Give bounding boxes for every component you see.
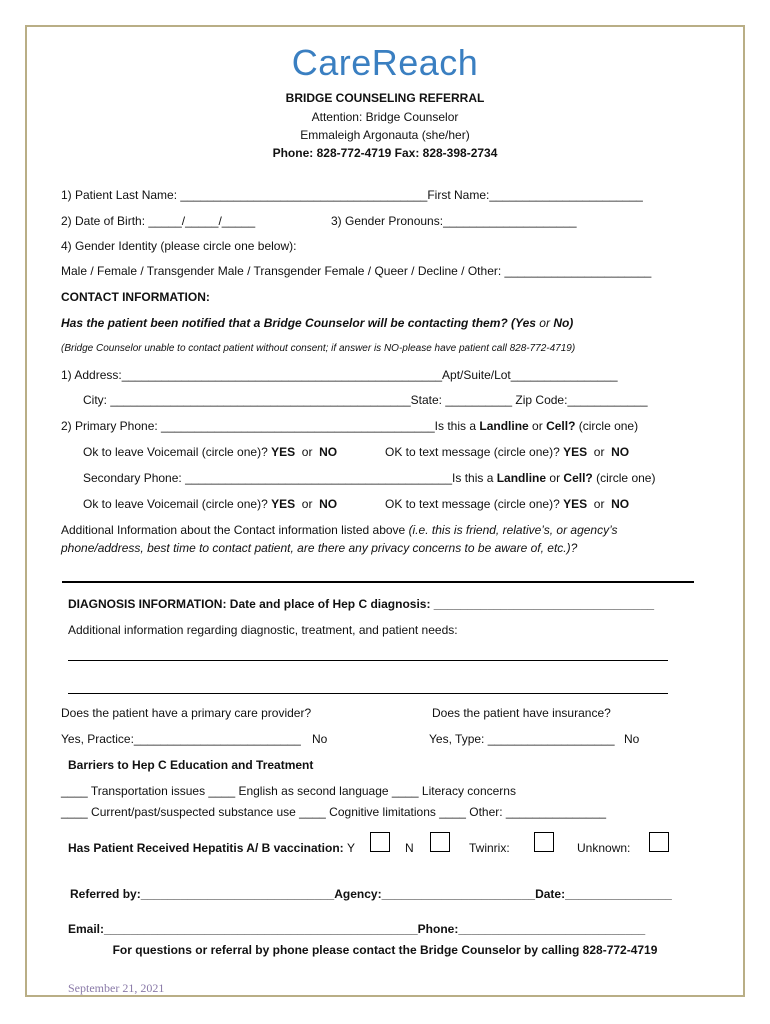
barriers-heading: Barriers to Hep C Education and Treatment (68, 758, 314, 772)
twinrix-checkbox[interactable] (534, 832, 554, 852)
contact-heading: CONTACT INFORMATION: (61, 290, 210, 304)
notified-question[interactable] (61, 316, 573, 330)
consent-note: (Bridge Counselor unable to contact patient without consent; if answer is NO-please have patient call 828-772-4719) (61, 343, 576, 354)
referred-by-agency-date[interactable]: Referred by:_____________________________Agency:_______________________Date:________________ (70, 887, 672, 901)
primary-text-question[interactable] (385, 445, 629, 459)
or-text: or (549, 471, 561, 485)
notified-or: or (539, 316, 550, 330)
voicemail-label: Ok to leave Voicemail (circle one)? (83, 497, 268, 511)
diagnosis-notes-line-1[interactable] (68, 660, 668, 661)
additional-contact-info-line2: phone/address, best time to contact patient, are there any privacy concerns to be aware of, etc.)? (61, 541, 578, 555)
text-label: OK to text message (circle one)? (385, 445, 560, 459)
revision-date: September 21, 2021 (68, 981, 165, 995)
diagnosis-heading[interactable]: DIAGNOSIS INFORMATION: Date and place of Hep C diagnosis: _________________________________ (68, 597, 655, 611)
gender-identity-options[interactable]: Male / Female / Transgender Male / Transgender Female / Queer / Decline / Other: ______________________ (61, 264, 652, 278)
email-phone-field[interactable]: Email:_______________________________________________Phone:____________________________ (68, 922, 646, 936)
additional-contact-examples: (i.e. this is friend, relative’s, or agency’s (408, 523, 618, 537)
vaccination-y-checkbox[interactable] (370, 832, 390, 852)
additional-contact-label: Additional Information about the Contact information listed above (61, 523, 406, 537)
text-no[interactable]: NO (611, 497, 630, 511)
or-text: or (301, 497, 313, 511)
section-divider (62, 581, 694, 583)
carereach-logo (0, 42, 770, 84)
gender-pronouns-field[interactable]: 3) Gender Pronouns:____________________ (331, 214, 577, 228)
vaccination-n-label: N (405, 841, 414, 855)
footer-contact-note: For questions or referral by phone please contact the Bridge Counselor by calling 828-772-4719 (112, 943, 658, 957)
cell-option[interactable]: Cell? (546, 419, 576, 433)
primary-phone-label: 2) Primary Phone: _________________________________________Is this a (61, 419, 477, 433)
notified-question-text: Has the patient been notified that a Bridge Counselor will be contacting them? (Yes (61, 316, 536, 330)
or-text: or (593, 445, 605, 459)
secondary-phone-field[interactable] (83, 471, 655, 485)
text-yes[interactable]: YES (563, 445, 588, 459)
insurance-yes-field[interactable]: Yes, Type: ___________________ (429, 732, 615, 746)
additional-contact-info (61, 523, 618, 537)
diagnosis-additional-label: Additional information regarding diagnostic, treatment, and patient needs: (68, 623, 458, 637)
voicemail-no[interactable]: NO (319, 497, 338, 511)
barriers-row-2[interactable]: ____ Current/past/suspected substance use ____ Cognitive limitations ____ Other: _______________ (61, 805, 607, 819)
primary-voicemail-question[interactable] (83, 445, 337, 459)
pcp-no-option[interactable]: No (312, 732, 328, 746)
pcp-question: Does the patient have a primary care provider? (61, 706, 312, 720)
text-label: OK to text message (circle one)? (385, 497, 560, 511)
vaccination-y-label: Y (347, 841, 356, 855)
unknown-checkbox[interactable] (649, 832, 669, 852)
secondary-phone-label: Secondary Phone: ________________________________________Is this a (83, 471, 494, 485)
insurance-no-option[interactable]: No (624, 732, 640, 746)
pcp-yes-field[interactable]: Yes, Practice:_________________________ (61, 732, 301, 746)
date-of-birth-field[interactable]: 2) Date of Birth: _____/_____/_____ (61, 214, 256, 228)
notified-no: No) (553, 316, 574, 330)
circle-one-note: (circle one) (596, 471, 656, 485)
voicemail-no[interactable]: NO (319, 445, 338, 459)
barriers-row-1[interactable]: ____ Transportation issues ____ English as second language ____ Literacy concerns (61, 784, 516, 798)
address-field[interactable]: 1) Address:________________________________________________Apt/Suite/Lot________________ (61, 368, 618, 382)
landline-option[interactable]: Landline (479, 419, 529, 433)
insurance-question: Does the patient have insurance? (432, 706, 611, 720)
landline-option[interactable]: Landline (496, 471, 547, 485)
gender-identity-question: 4) Gender Identity (please circle one below): (61, 239, 297, 253)
form-title: BRIDGE COUNSELING REFERRAL (285, 91, 485, 105)
secondary-text-question[interactable] (385, 497, 629, 511)
or-text: or (532, 419, 543, 433)
patient-name-field[interactable]: 1) Patient Last Name: _____________________________________First Name:_______________________ (61, 188, 643, 202)
attention-line: Attention: Bridge Counselor (311, 110, 459, 124)
phone-fax: Phone: 828-772-4719 Fax: 828-398-2734 (272, 146, 498, 160)
twinrix-label: Twinrix: (469, 841, 510, 855)
counselor-name: Emmaleigh Argonauta (she/her) (300, 128, 470, 142)
vaccination-n-checkbox[interactable] (430, 832, 450, 852)
text-no[interactable]: NO (611, 445, 630, 459)
text-yes[interactable]: YES (563, 497, 588, 511)
voicemail-yes[interactable]: YES (271, 445, 296, 459)
logo-text: CareReach (291, 42, 479, 83)
cell-option[interactable]: Cell? (563, 471, 593, 485)
diagnosis-notes-line-2[interactable] (68, 693, 668, 694)
city-state-zip-field[interactable]: City: _____________________________________________State: __________ Zip Code:____________ (83, 393, 648, 407)
vaccination-question: Has Patient Received Hepatitis A/ B vaccination: (68, 841, 344, 855)
or-text: or (301, 445, 313, 459)
circle-one-note: (circle one) (578, 419, 639, 433)
primary-phone-field[interactable] (61, 419, 638, 433)
voicemail-yes[interactable]: YES (271, 497, 296, 511)
unknown-label: Unknown: (577, 841, 631, 855)
voicemail-label: Ok to leave Voicemail (circle one)? (83, 445, 268, 459)
secondary-voicemail-question[interactable] (83, 497, 337, 511)
or-text: or (593, 497, 605, 511)
